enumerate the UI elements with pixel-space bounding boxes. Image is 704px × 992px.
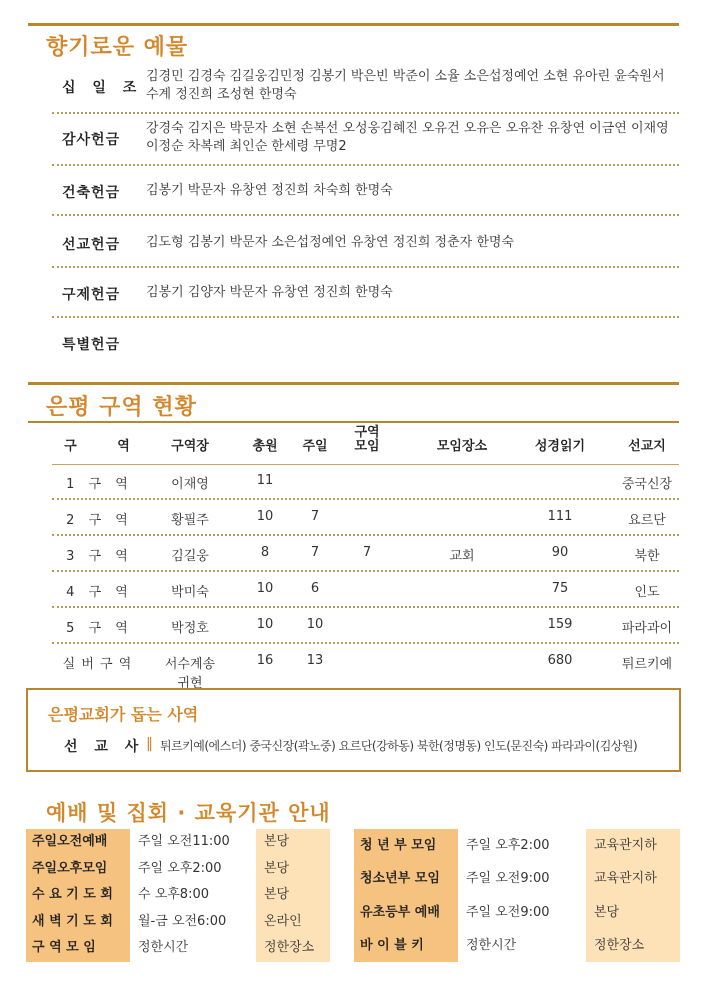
- schedule-name: 유초등부 예배: [354, 896, 458, 929]
- header-district: 구 역: [64, 439, 130, 454]
- cell-district: 1 구 역: [66, 477, 128, 492]
- schedule-place: 교육관지하: [586, 829, 680, 862]
- schedule-time: 정한시간: [458, 929, 586, 962]
- offering-row: [52, 318, 679, 368]
- schedule-name: 구 역 모 임: [26, 935, 130, 962]
- cell-sunday: 7: [310, 545, 320, 560]
- schedule-name: 바 이 블 키: [354, 929, 458, 962]
- cell-district: 4 구 역: [66, 585, 128, 600]
- table-row: [52, 644, 679, 691]
- header-total: 총원: [252, 439, 278, 454]
- district-table-header: [52, 424, 679, 465]
- schedule-row: [354, 896, 680, 929]
- schedule-row: [26, 909, 330, 936]
- offering-category: 선교헌금: [62, 237, 121, 253]
- cell-total: 8: [260, 545, 270, 560]
- schedule-row: [354, 862, 680, 895]
- cell-total: 16: [256, 653, 274, 668]
- cell-mission: 중국신장: [621, 477, 673, 492]
- cell-mission: 요르단: [628, 513, 666, 528]
- schedule-time: 정한시간: [130, 935, 256, 962]
- schedule-left-table: [26, 829, 330, 962]
- offering-category: 구제헌금: [62, 287, 121, 303]
- schedule-name: 수 요 기 도 회: [26, 882, 130, 909]
- cell-mission: 북한: [634, 549, 660, 564]
- cell-sunday: 10: [306, 617, 324, 632]
- cell-total: 10: [256, 509, 274, 524]
- header-mission: 선교지: [628, 439, 666, 454]
- schedule-time: 주일 오전9:00: [458, 896, 586, 929]
- schedule-row: [26, 935, 330, 962]
- schedule-name: 새 벽 기 도 회: [26, 909, 130, 936]
- missions-title: 은평교회가 돕는 사역: [48, 705, 199, 724]
- offering-row: [52, 114, 679, 166]
- table-row: [52, 608, 679, 644]
- schedule-time: 월-금 오전6:00: [130, 909, 256, 936]
- schedule-place: 본당: [586, 896, 680, 929]
- table-row: [52, 464, 679, 500]
- table-row: [52, 536, 679, 572]
- cell-bible: 680: [547, 653, 573, 668]
- cell-mission: 파라과이: [621, 621, 673, 636]
- schedule-time: 주일 오전9:00: [458, 862, 586, 895]
- offering-names: 강경숙 김지은 박문자 소현 손복선 오성웅김혜진 오유건 오유은 오유찬 유창연 이금연 이재영 이정순 차복례 최인순 한세령 무명2: [146, 121, 669, 154]
- schedule-place: 본당: [256, 829, 330, 856]
- offering-row: [52, 62, 679, 114]
- schedule-name: 주일오후모임: [26, 856, 130, 883]
- cell-mission: 인도: [634, 585, 660, 600]
- offering-category: 건축헌금: [62, 185, 121, 201]
- cell-leader: 김길웅: [171, 549, 209, 564]
- schedule-time: 주일 오후2:00: [130, 856, 256, 883]
- offering-row: [52, 268, 679, 318]
- schedule-name: 청소년부 모임: [354, 862, 458, 895]
- cell-sunday: 7: [310, 509, 320, 524]
- district-rule: [28, 382, 679, 385]
- schedule-time: 수 오후8:00: [130, 882, 256, 909]
- header-sunday: 주일: [302, 439, 328, 454]
- schedule-row: [26, 856, 330, 883]
- schedule-name: 주일오전예배: [26, 829, 130, 856]
- missionary-label: 선 교 사: [64, 739, 145, 755]
- schedule-right-table: [354, 829, 680, 962]
- cell-bible: 75: [551, 581, 569, 596]
- missions-box: [26, 688, 681, 772]
- cell-sunday: 6: [310, 581, 320, 596]
- header-bible: 성경읽기: [534, 439, 586, 454]
- schedule-place: 정한장소: [586, 929, 680, 962]
- cell-place: 교회: [449, 549, 475, 564]
- cell-bible: 111: [547, 509, 573, 524]
- cell-meeting: 7: [362, 545, 372, 560]
- cell-bible: 90: [551, 545, 569, 560]
- cell-district: 3 구 역: [66, 549, 128, 564]
- offering-names: 김경민 김경숙 김길웅김민정 김봉기 박은빈 박준이 소율 소은섭정예언 소현 유아린 윤숙원서수계 정진희 조성현 한명숙: [146, 69, 665, 102]
- schedule-place: 교육관지하: [586, 862, 680, 895]
- district-title: 은평 구역 현황: [46, 395, 197, 420]
- schedule-row: [26, 882, 330, 909]
- schedule-row: [354, 929, 680, 962]
- cell-mission: 튀르키예: [621, 657, 673, 672]
- schedule-place: 본당: [256, 882, 330, 909]
- cell-total: 10: [256, 617, 274, 632]
- cell-district: 2 구 역: [66, 513, 128, 528]
- table-row: [52, 572, 679, 608]
- schedule-title: 예배 및 집회 · 교육기관 안내: [46, 801, 331, 825]
- missionary-list: 튀르키예(에스더) 중국신장(곽노중) 요르단(강하동) 북한(정명동) 인도(문진숙) 파라과이(김상원): [160, 739, 638, 753]
- schedule-time: 주일 오전11:00: [130, 829, 256, 856]
- header-leader: 구역장: [171, 439, 209, 454]
- cell-bible: 159: [547, 617, 573, 632]
- schedule-row: [354, 829, 680, 862]
- header-place: 모임장소: [436, 439, 488, 454]
- schedule-row: [26, 829, 330, 856]
- offering-row: [52, 166, 679, 216]
- cell-total: 10: [256, 581, 274, 596]
- schedule-place: 본당: [256, 856, 330, 883]
- schedule-time: 주일 오후2:00: [458, 829, 586, 862]
- schedule-place: 정한장소: [256, 935, 330, 962]
- separator-mark: ‖: [146, 736, 153, 752]
- cell-leader: 박미숙: [171, 585, 209, 600]
- cell-sunday: 13: [306, 653, 324, 668]
- cell-leader: 박정호: [171, 621, 209, 636]
- offering-row: [52, 218, 679, 268]
- top-rule: [28, 23, 679, 26]
- table-row: [52, 500, 679, 536]
- header-meeting: 구역 모임: [354, 425, 380, 454]
- offering-names: 김봉기 김양자 박문자 유창연 정진희 한명숙: [146, 285, 393, 300]
- cell-total: 11: [256, 473, 274, 488]
- cell-district: 실 버 구 역: [62, 657, 132, 672]
- district-header-rule: [28, 421, 679, 423]
- offering-names: 김도형 김봉기 박문자 소은섭정예언 유창연 정진희 정춘자 한명숙: [146, 235, 514, 250]
- schedule-place: 온라인: [256, 909, 330, 936]
- offering-names: 김봉기 박문자 유창연 정진희 차숙희 한명숙: [146, 183, 393, 198]
- cell-leader: 서수계송귀현: [164, 657, 216, 691]
- cell-district: 5 구 역: [66, 621, 128, 636]
- offering-category: 감사헌금: [62, 132, 121, 148]
- offering-category: 특별헌금: [62, 337, 121, 353]
- cell-leader: 이재영: [171, 477, 209, 492]
- cell-leader: 황필주: [171, 513, 209, 528]
- schedule-name: 청 년 부 모임: [354, 829, 458, 862]
- offerings-title: 향기로운 예물: [46, 35, 189, 60]
- offering-category: 십 일 조: [62, 80, 143, 96]
